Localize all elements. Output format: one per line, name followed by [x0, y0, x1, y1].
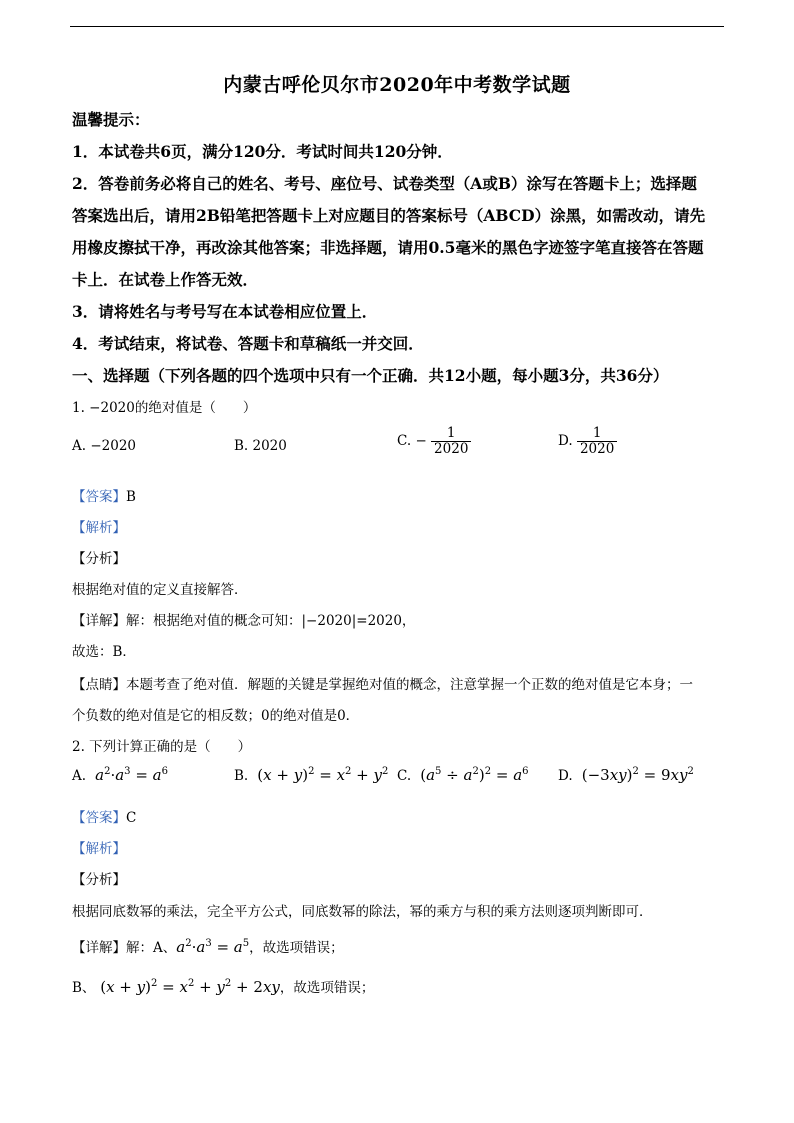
q2-answer-tag: 【答案】: [72, 810, 126, 826]
q1-option-d-fraction: [577, 426, 617, 457]
q2-answer-value: C: [126, 810, 137, 826]
q2-xiangjie-a-prefix: 解：A、: [126, 940, 177, 956]
q1-option-d-numerator: 1: [592, 425, 602, 441]
tip-line-5: 卡上．在试卷上作答无效．: [72, 270, 259, 289]
q2-option-c-formula: $(a^5 \div a^2)^2 = a^6$: [420, 766, 529, 784]
tip-line-2: 2．答卷前务必将自己的姓名、考号、座位号、试卷类型（A或B）涂写在答题卡上；选择题: [72, 174, 697, 193]
q1-fenxi-tag: 【分析】: [72, 551, 126, 567]
section-heading: 一、选择题（下列各题的四个选项中只有一个正确．共12小题，每小题3分，共36分）: [72, 366, 669, 385]
q2-option-b-label: B.: [234, 768, 249, 784]
q2-fenxi-text: 根据同底数幂的乘法，完全平方公式，同底数幂的除法，幂的乘方与积的乘方法则逐项判断即可．: [72, 904, 653, 920]
q1-option-d-label: D.: [558, 432, 573, 449]
q2-option-d: [558, 766, 694, 784]
q2-xiangjie-a-formula: $a^2\cdot a^3 = a^5$: [176, 938, 250, 956]
page-title: 内蒙古呼伦贝尔市2020年中考数学试题: [223, 74, 571, 96]
q1-dianjing-line1: [72, 673, 693, 693]
q1-answer: [72, 485, 136, 505]
q2-option-b: [234, 766, 388, 784]
q2-answer: [72, 806, 136, 826]
q1-dianjing-text1: 本题考查了绝对值．解题的关键是掌握绝对值的概念，注意掌握一个正数的绝对值是它本身；一: [126, 677, 693, 693]
q1-answer-value: B: [126, 489, 136, 505]
q1-guxuan: 故选：B．: [72, 644, 136, 660]
q2-xiangjie-a: [72, 936, 344, 956]
header-rule: [70, 26, 724, 27]
q2-xiangjie-b-formula: $(x + y)^2 = x^2 + y^2 + 2xy$: [100, 978, 280, 996]
q1-option-c-label: C.: [397, 432, 412, 449]
q1-fenxi-text: 根据绝对值的定义直接解答．: [72, 582, 248, 598]
tips-heading: 温馨提示：: [72, 110, 150, 129]
q1-dianjing-tag: 【点睛】: [72, 677, 126, 693]
q2-xiangjie-tag: 【详解】: [72, 940, 126, 956]
tip-line-7: 4．考试结束，将试卷、答题卡和草稿纸一并交回．: [72, 334, 424, 353]
q1-option-c: [397, 426, 471, 457]
q1-stem: 1. −2020的绝对值是（ ）: [72, 400, 257, 416]
q2-option-c: [397, 766, 529, 784]
q1-option-d-denominator: 2020: [577, 441, 617, 457]
q2-xiangjie-b-prefix: B、: [72, 980, 96, 996]
q1-option-c-denominator: 2020: [431, 441, 471, 457]
q2-option-d-label: D.: [558, 768, 573, 784]
q1-option-c-sign: −: [415, 432, 427, 449]
q1-xiangjie: [72, 609, 415, 629]
tip-line-3: 答案选出后，请用2B铅笔把答题卡上对应题目的答案标号（ABCD）涂黑，如需改动，请先: [72, 206, 706, 225]
q2-option-a-label: A.: [72, 768, 87, 784]
q1-option-a: A. −2020: [72, 438, 136, 454]
q2-xiangjie-b-suffix: ，故选项错误；: [279, 980, 375, 996]
q2-option-d-formula: $(-3xy)^2 = 9xy^2$: [581, 766, 694, 784]
q1-dianjing-line2: 个负数的绝对值是它的相反数；0的绝对值是0．: [72, 708, 360, 724]
tip-line-1: 1．本试卷共6页，满分120分．考试时间共120分钟．: [72, 142, 453, 161]
q2-xiangjie-b: [72, 976, 374, 996]
q2-fenxi-tag: 【分析】: [72, 872, 126, 888]
q1-answer-tag: 【答案】: [72, 489, 126, 505]
q2-option-c-label: C.: [397, 768, 412, 784]
q2-jiexi-tag: 【解析】: [72, 841, 126, 857]
tip-line-6: 3．请将姓名与考号写在本试卷相应位置上．: [72, 302, 378, 321]
q2-option-a-formula: $a^2\cdot a^3 = a^6$: [90, 766, 168, 784]
q1-option-d: [558, 426, 617, 457]
tip-line-4: 用橡皮擦拭干净，再改涂其他答案；非选择题，请用0.5毫米的黑色字迹签字笔直接答在答题: [72, 238, 704, 257]
q2-xiangjie-a-suffix: ，故选项错误；: [249, 940, 344, 956]
q1-jiexi-tag: 【解析】: [72, 520, 126, 536]
q1-xiangjie-tag: 【详解】: [72, 613, 126, 629]
q2-option-a: [72, 766, 168, 784]
q2-option-b-formula: $(x + y)^2 = x^2 + y^2$: [257, 766, 389, 784]
q1-option-c-fraction: [431, 426, 471, 457]
q1-option-c-numerator: 1: [446, 425, 456, 441]
q1-xiangjie-text: 解：根据绝对值的概念可知：|−2020|=2020，: [126, 613, 416, 629]
q2-stem: 2. 下列计算正确的是（ ）: [72, 739, 252, 755]
q1-option-b: B. 2020: [234, 438, 287, 454]
